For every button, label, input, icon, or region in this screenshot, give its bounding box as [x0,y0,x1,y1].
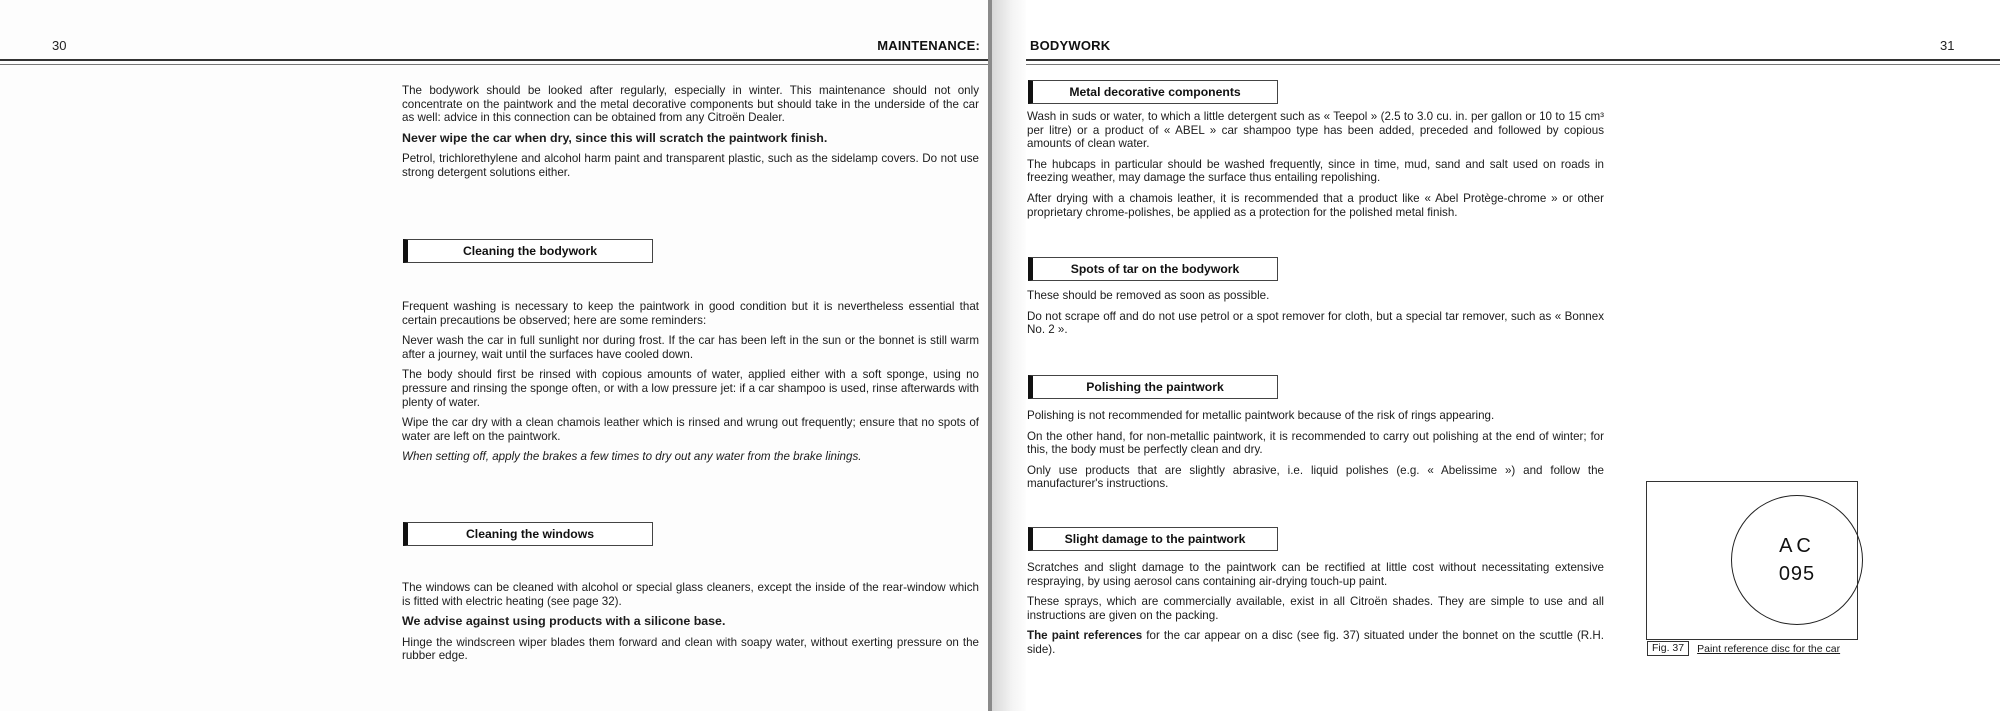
header-rule-right [1026,59,2000,61]
section-body-tar-spots [1027,289,1604,344]
body-paragraph: The hubcaps in particular should be washed frequently, since in time, mud, sand and salt used on roads in freezing weather, may damage the surface thus entailing repolishing. [1027,157,1604,185]
body-paragraph: Frequent washing is necessary to keep the paintwork in good condition but it is nevertheless essential that certain precautions be observed; here are some reminders: [402,300,979,327]
figure-label: Fig. 37 [1647,641,1689,656]
body-paragraph: Hinge the windscreen wiper blades them forward and clean with soapy water, without exerting pressure on the rubber edge. [402,635,979,663]
figure-paint-reference-disc [1646,481,1858,640]
section-heading-polishing: Polishing the paintwork [1028,375,1278,399]
intro-text [402,84,979,187]
intro-paragraph: The bodywork should be looked after regularly, especially in winter. This maintenance should not only concentrate on the paintwork and the metal decorative components but should take in the underside of the car as well: advice in this connection can be obtained from any Citroën Dealer. [402,84,979,125]
bold-lead: The paint references [1027,629,1143,643]
disc-code-number: 095 [1778,563,1816,585]
disc-code-letters: AC [1779,535,1815,557]
section-heading-metal-components: Metal decorative components [1028,80,1278,104]
section-heading-cleaning-bodywork: Cleaning the bodywork [403,239,653,263]
body-paragraph: Scratches and slight damage to the paintwork can be rectified at little cost without necessitating extensive respraying, by using aerosol cans containing air-drying touch-up paint. [1027,561,1604,588]
body-paragraph [1027,629,1604,656]
body-paragraph: After drying with a chamois leather, it is recommended that a product like « Abel Protège-chrome » or other proprietary chrome-polishes, be applied as a protection for the polished metal finish. [1027,191,1604,219]
running-head-right: BODYWORK [1030,38,1111,53]
section-heading-tar-spots: Spots of tar on the bodywork [1028,257,1278,281]
figure-caption [1647,641,1840,656]
body-paragraph: The body should first be rinsed with copious amounts of water, applied either with a soft sponge, using no pressure and rinsing the sponge often, or with a low pressure jet: if a car shampoo is used, rinse afterwards with plenty of water. [402,368,979,409]
paint-reference-text: for the car appear on a disc (see fig. 37) situated under the bonnet on the scuttle (R.H. side). [1027,629,1604,656]
body-paragraph: The windows can be cleaned with alcohol or special glass cleaners, except the inside of the rear-window which is fitted with electric heating (see page 32). [402,581,979,608]
paint-disc-icon [1731,495,1863,625]
section-body-cleaning-windows [402,581,979,670]
figure-caption-text: Paint reference disc for the car [1697,642,1841,655]
page-number-left: 30 [52,38,67,53]
body-paragraph: Never wash the car in full sunlight nor during frost. If the car has been left in the sun or the bonnet is still warm after a journey, wait until the surfaces have cooled down. [402,334,979,361]
body-paragraph: Polishing is not recommended for metallic paintwork because of the risk of rings appearing. [1027,409,1495,422]
body-paragraph: These should be removed as soon as possible. [1027,289,1270,302]
body-paragraph: Wipe the car dry with a clean chamois leather which is rinsed and wrung out frequently; ensure that no spots of water are left on the paintwork. [402,416,979,443]
header-rule-left [0,59,990,61]
warning-paragraph: We advise against using products with a silicone base. [402,614,726,629]
running-head-left: MAINTENANCE: [877,38,980,53]
body-paragraph: Wash in suds or water, to which a little detergent such as « Teepol » (2.5 to 3.0 cu. in. per gallon or 10 to 15 cm³ per litre) or a product of « ABEL » car shampoo type has been added, preceded and followed by copious amounts of clean water. [1027,110,1604,151]
header-rule-right-thin [1026,64,2000,65]
body-paragraph: Do not scrape off and do not use petrol or a spot remover for cloth, but a special tar remover, such as « Bonnex No. 2 ». [1027,309,1604,337]
section-body-slight-damage [1027,561,1604,664]
section-heading-cleaning-windows: Cleaning the windows [403,522,653,546]
note-paragraph: When setting off, apply the brakes a few times to dry out any water from the brake linings. [402,450,862,464]
page-number-right: 31 [1940,38,1955,53]
section-body-cleaning-bodywork [402,300,979,471]
body-paragraph: On the other hand, for non-metallic paintwork, it is recommended to carry out polishing at the end of winter; for this, the body must be perfectly clean and dry. [1027,429,1604,457]
warning-paragraph: Never wipe the car when dry, since this will scratch the paintwork finish. [402,130,828,145]
intro-paragraph: Petrol, trichlorethylene and alcohol harm paint and transparent plastic, such as the sidelamp covers. Do not use strong detergent solutions either. [402,152,979,179]
header-rule-left-thin [0,64,990,65]
body-paragraph: These sprays, which are commercially available, exist in all Citroën shades. They are simple to use and all instructions are given on the packing. [1027,595,1604,622]
section-body-polishing [1027,409,1604,498]
left-page [0,0,990,711]
body-paragraph: Only use products that are slightly abrasive, i.e. liquid polishes (e.g. « Abelissime ») and follow the manufacturer's instructions. [1027,463,1604,491]
section-heading-slight-damage: Slight damage to the paintwork [1028,527,1278,551]
section-body-metal-components [1027,110,1604,226]
